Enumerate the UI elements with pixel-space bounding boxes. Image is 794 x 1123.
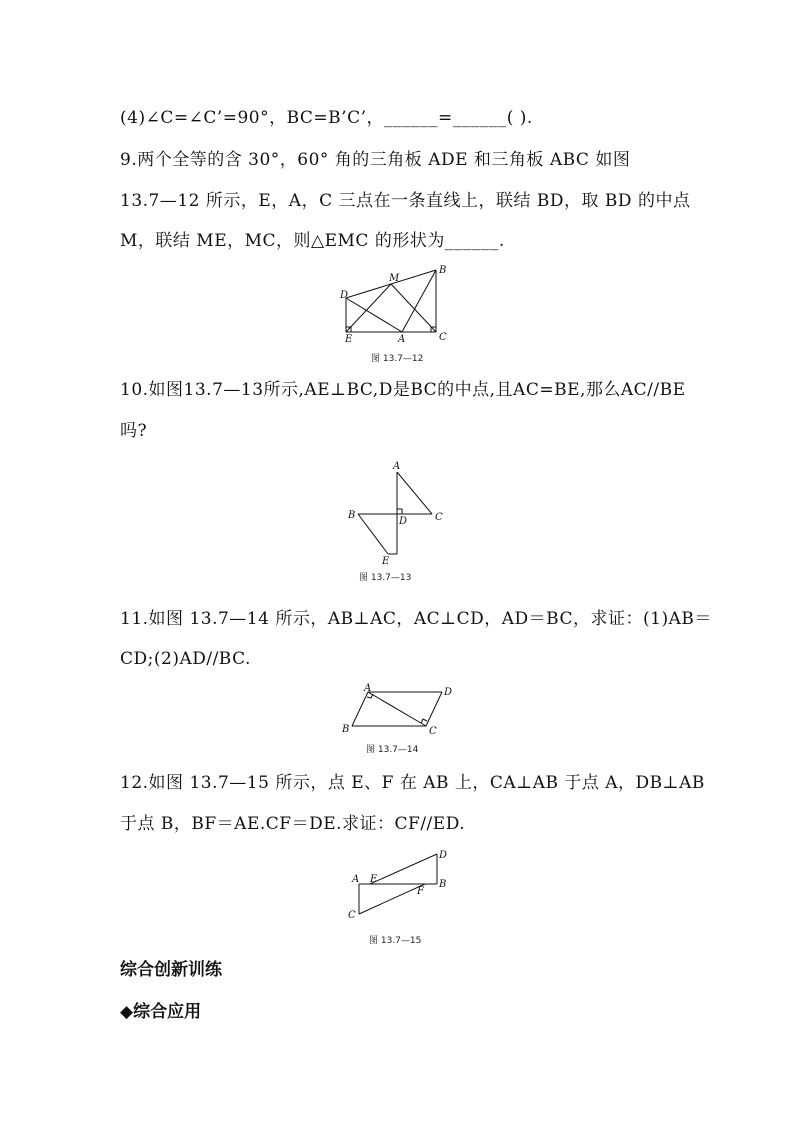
figure-13-7-12 [336,262,460,342]
figure-13-7-14 [338,682,462,740]
label-b: B [348,510,356,521]
problem-9-line2: 13.7—12 所示，E，A，C 三点在一条直线上，联结 BD，取 BD 的中点 [120,191,691,211]
label-b: B [342,724,350,735]
section-subtitle: ◆综合应用 [120,1002,202,1022]
figure-13-7-15 [345,847,453,923]
problem-9-line3: M，联结 ME，MC，则△EMC 的形状为______. [120,231,505,251]
problem-11-line1: 11.如图 13.7—14 所示，AB⊥AC，AC⊥CD，AD＝BC，求证：(1)AB＝ [120,609,712,629]
label-d: D [444,687,453,698]
problem-11-line2: CD;(2)AD//BC. [120,649,251,669]
label-m: M [389,273,400,284]
label-c: C [429,726,437,737]
label-d: D [439,850,448,861]
label-c: C [435,512,443,523]
label-e: E [370,874,378,885]
label-a: A [352,874,360,885]
label-e: E [345,334,353,342]
figure-13-7-15-diagram [345,847,453,923]
section-title: 综合创新训练 [120,960,222,980]
problem-12-line2: 于点 B，BF＝AE.CF＝DE.求证：CF//ED. [120,814,466,834]
label-b: B [439,265,447,276]
problem-10-line2: 吗? [120,421,148,441]
label-e: E [382,556,390,566]
problem-8-part4: (4)∠C=∠C’=90°，BC=B’C’，______=______( ). [120,108,533,128]
figure-13-7-13-diagram [342,458,450,566]
label-a: A [398,334,406,342]
label-d: D [340,290,349,301]
figure-13-7-13 [342,458,450,566]
label-d: D [399,516,408,527]
label-c: C [348,910,356,921]
label-a: A [393,461,401,472]
problem-10-line1: 10.如图13.7—13所示,AE⊥BC,D是BC的中点,且AC=BE,那么AC//BE [120,380,686,400]
label-f: F [417,886,424,897]
problem-12-line1: 12.如图 13.7—15 所示，点 E、F 在 AB 上，CA⊥AB 于点 A，DB⊥AB [120,773,705,793]
label-a: A [364,683,372,694]
figure-13-7-12-diagram [336,262,460,342]
figure-13-7-14-caption: 图 13.7—14 [366,745,419,755]
label-c: C [439,332,447,342]
label-b: B [439,879,447,890]
figure-13-7-14-diagram [338,682,462,740]
figure-13-7-13-caption: 图 13.7—13 [359,573,412,583]
figure-13-7-15-caption: 图 13.7—15 [369,936,422,946]
problem-9-line1: 9.两个全等的含 30°，60° 角的三角板 ADE 和三角板 ABC 如图 [120,150,631,170]
figure-13-7-12-caption: 图 13.7—12 [371,354,424,364]
